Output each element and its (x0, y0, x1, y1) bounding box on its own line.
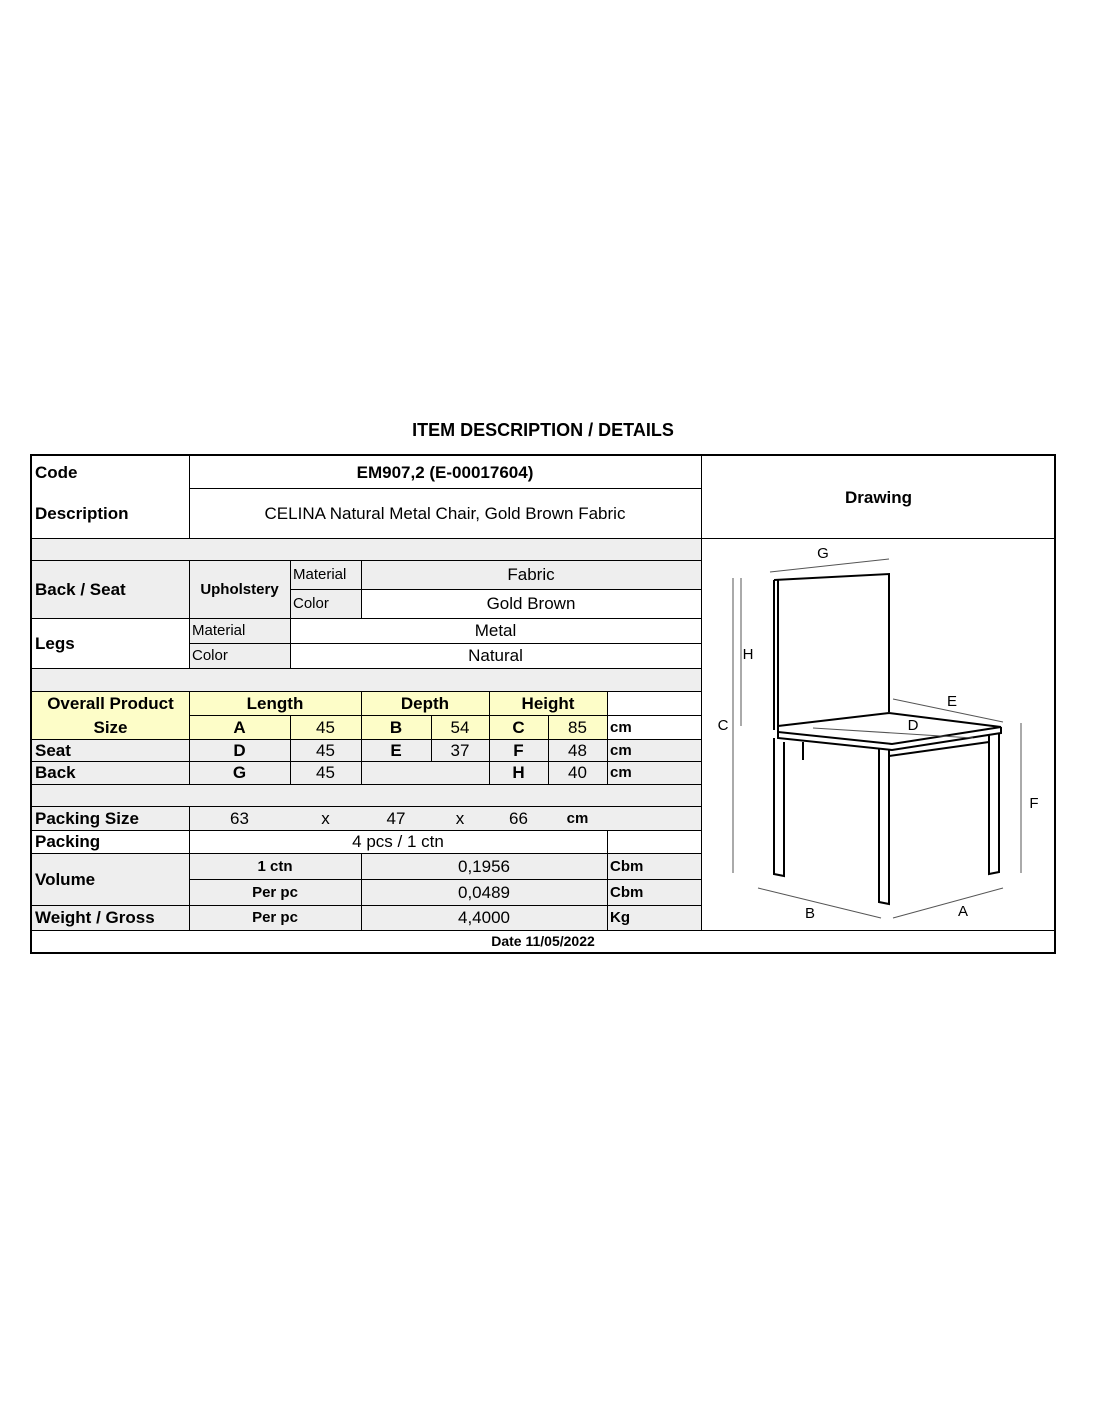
drawing-letter-h: H (742, 646, 754, 663)
drawing-header: Drawing (844, 487, 913, 507)
legs-color-label: Color (192, 647, 228, 664)
chair-leg-back-right (989, 733, 999, 874)
code-value: EM907,2 (E-00017604) (356, 462, 534, 482)
dim-value-b: 54 (450, 717, 470, 737)
chair-frame (803, 742, 989, 760)
packing-size-label: Packing Size (35, 808, 139, 828)
back-seat-label: Back / Seat (35, 579, 126, 599)
dim-key-b: B (389, 717, 403, 737)
drawing-letter-c: C (717, 717, 729, 734)
legs-color-value: Natural (468, 646, 523, 665)
dim-key-f: F (513, 740, 524, 760)
legs-material-value: Metal (474, 621, 517, 640)
chair-seat-edge (778, 727, 1001, 750)
dimension-line-g (770, 559, 889, 572)
description-value: CELINA Natural Metal Chair, Gold Brown Fabric (264, 503, 626, 523)
weight-unit: Kg (610, 909, 630, 926)
packing-x1: x (321, 808, 330, 828)
dimension-line-d (813, 728, 973, 738)
weight-sub-label: Per pc (252, 909, 298, 926)
drawing-letter-a: A (957, 903, 969, 920)
volume-row1-label: 1 ctn (257, 857, 293, 875)
volume-row2-value: 0,0489 (458, 882, 510, 902)
volume-row2-label: Per pc (252, 883, 298, 901)
depth-header: Depth (400, 693, 450, 713)
dim-unit-1: cm (610, 718, 632, 736)
upholstery-label: Upholstery (200, 580, 279, 598)
packing-label: Packing (35, 832, 101, 851)
blank-band (32, 538, 701, 560)
packing-unit: cm (566, 809, 589, 827)
chair-backrest (774, 574, 889, 730)
upholstery-material-label: Material (293, 566, 347, 583)
dim-value-h: 40 (568, 763, 587, 782)
packing-length: 63 (230, 808, 249, 828)
height-header: Height (521, 693, 575, 713)
dim-unit-2: cm (610, 741, 632, 759)
upholstery-color-label: Color (293, 595, 329, 612)
dim-key-c: C (512, 717, 525, 737)
blank-band-3 (32, 784, 701, 806)
dim-key-h: H (512, 763, 525, 782)
upholstery-material-value: Fabric (507, 565, 555, 584)
chair-seat (778, 713, 1001, 744)
drawing-letter-g: G (817, 545, 829, 562)
legs-label: Legs (35, 633, 75, 653)
page-title: ITEM DESCRIPTION / DETAILS (412, 420, 674, 440)
chair-leg-front-left (774, 738, 784, 876)
drawing-letter-f: F (1029, 795, 1039, 812)
description-label: Description (35, 503, 129, 523)
dimension-line-b (758, 888, 881, 918)
blank-band-2 (32, 668, 701, 691)
back-label: Back (35, 763, 76, 782)
volume-row1-value: 0,1956 (458, 856, 510, 876)
chair-drawing (703, 538, 1053, 930)
overall-size-label-2: Size (93, 717, 128, 737)
legs-material-label: Material (192, 622, 246, 639)
dim-key-d: D (233, 740, 246, 760)
dim-value-d: 45 (316, 740, 335, 760)
item-details-sheet (30, 454, 1056, 954)
overall-size-label-1: Overall Product (47, 693, 174, 713)
code-label: Code (35, 462, 78, 482)
seat-label: Seat (35, 740, 71, 760)
dim-value-g: 45 (316, 763, 335, 782)
packing-value: 4 pcs / 1 ctn (352, 832, 444, 851)
dim-key-a: A (233, 717, 246, 737)
dimension-line-a (893, 888, 1003, 918)
volume-label: Volume (35, 869, 96, 889)
drawing-letter-e: E (946, 693, 958, 710)
date-footer: Date 11/05/2022 (491, 933, 595, 949)
dim-value-f: 48 (568, 740, 587, 760)
upholstery-color-value: Gold Brown (486, 594, 576, 613)
dim-value-a: 45 (316, 717, 335, 737)
length-header: Length (246, 693, 304, 713)
dim-key-g: G (232, 763, 247, 782)
weight-value: 4,4000 (458, 908, 510, 927)
drawing-letter-b: B (804, 905, 816, 922)
chair-leg-front-right (879, 748, 889, 904)
dim-key-e: E (390, 740, 402, 760)
dim-value-e: 37 (450, 740, 470, 760)
dim-value-c: 85 (568, 717, 587, 737)
packing-width: 47 (386, 808, 406, 828)
drawing-letter-d: D (907, 717, 919, 734)
volume-row1-unit: Cbm (610, 857, 644, 875)
volume-row2-unit: Cbm (610, 883, 644, 901)
weight-label: Weight / Gross (35, 908, 155, 927)
packing-height: 66 (509, 808, 528, 828)
packing-x2: x (455, 808, 465, 828)
dim-unit-3: cm (610, 764, 632, 781)
